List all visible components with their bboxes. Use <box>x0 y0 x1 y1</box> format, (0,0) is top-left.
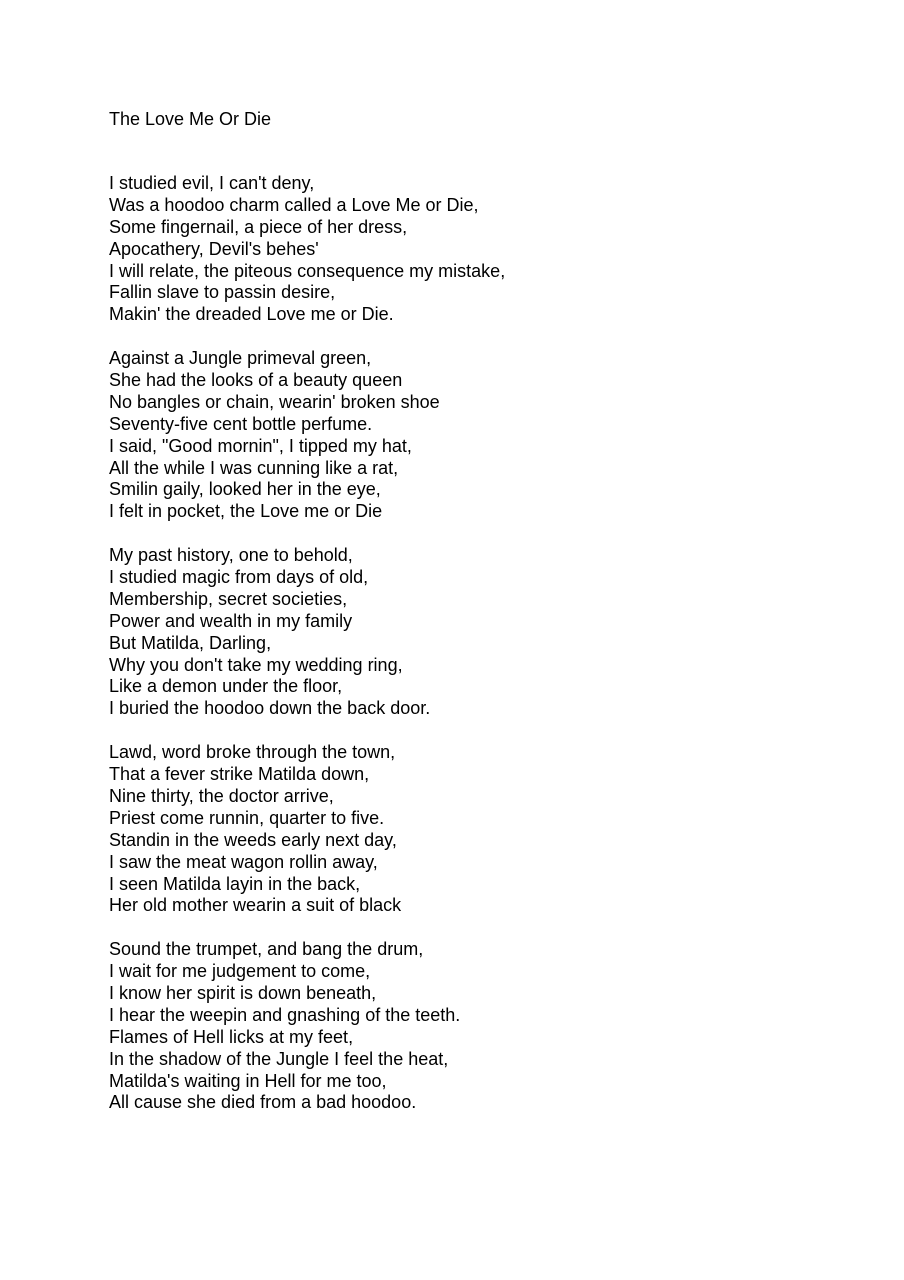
poem-line: Seventy-five cent bottle perfume. <box>109 413 373 434</box>
poem-line: Some fingernail, a piece of her dress, <box>109 216 408 237</box>
poem-line: My past history, one to behold, <box>109 545 353 566</box>
poem-line: But Matilda, Darling, <box>109 632 272 653</box>
poem-line: Her old mother wearin a suit of black <box>109 895 402 916</box>
poem-title: The Love Me Or Die <box>109 109 272 129</box>
poem-line: I will relate, the piteous consequence my mistake, <box>109 260 506 281</box>
poem-line: I wait for me judgement to come, <box>109 961 371 982</box>
poem-stanza <box>109 742 505 917</box>
poem-line: Smilin gaily, looked her in the eye, <box>109 479 381 500</box>
poem-line: Priest come runnin, quarter to five. <box>109 807 385 828</box>
poem-line: I studied evil, I can't deny, <box>109 173 315 193</box>
poem-line: Standin in the weeds early next day, <box>109 829 397 850</box>
poem-line: In the shadow of the Jungle I feel the heat, <box>109 1048 449 1069</box>
poem-line: Makin' the dreaded Love me or Die. <box>109 304 394 325</box>
poem-line: Like a demon under the floor, <box>109 676 343 697</box>
poem-line: Membership, secret societies, <box>109 588 348 609</box>
poem-line: Against a Jungle primeval green, <box>109 348 372 369</box>
poem-line: No bangles or chain, wearin' broken shoe <box>109 391 440 412</box>
poem-stanza <box>109 939 505 1114</box>
poem-line: Nine thirty, the doctor arrive, <box>109 785 334 806</box>
poem-line: Why you don't take my wedding ring, <box>109 654 403 675</box>
poem-line: I studied magic from days of old, <box>109 567 369 588</box>
poem-line: Flames of Hell licks at my feet, <box>109 1026 354 1047</box>
poem-line: I buried the hoodoo down the back door. <box>109 698 431 719</box>
poem-line: Fallin slave to passin desire, <box>109 282 336 303</box>
poem-stanza <box>109 348 505 523</box>
poem-line: All cause she died from a bad hoodoo. <box>109 1092 417 1113</box>
poem-line: I felt in pocket, the Love me or Die <box>109 501 383 522</box>
poem-line: Power and wealth in my family <box>109 610 353 631</box>
poem-line: I saw the meat wagon rollin away, <box>109 851 378 872</box>
poem-line: Was a hoodoo charm called a Love Me or Die, <box>109 194 479 215</box>
poem-line: All the while I was cunning like a rat, <box>109 457 399 478</box>
poem-line: Matilda's waiting in Hell for me too, <box>109 1070 387 1091</box>
poem-body <box>109 173 505 1136</box>
poem-stanza <box>109 173 505 326</box>
poem-line: Sound the trumpet, and bang the drum, <box>109 939 424 960</box>
poem-line: I hear the weepin and gnashing of the teeth. <box>109 1004 461 1025</box>
poem-line: Lawd, word broke through the town, <box>109 742 396 763</box>
poem-line: I said, "Good mornin", I tipped my hat, <box>109 435 412 456</box>
poem-line: I know her spirit is down beneath, <box>109 982 377 1003</box>
poem-line: Apocathery, Devil's behes' <box>109 238 319 259</box>
poem-line: That a fever strike Matilda down, <box>109 764 370 785</box>
poem-stanza <box>109 545 505 720</box>
poem-line: I seen Matilda layin in the back, <box>109 873 361 894</box>
poem-line: She had the looks of a beauty queen <box>109 370 403 391</box>
